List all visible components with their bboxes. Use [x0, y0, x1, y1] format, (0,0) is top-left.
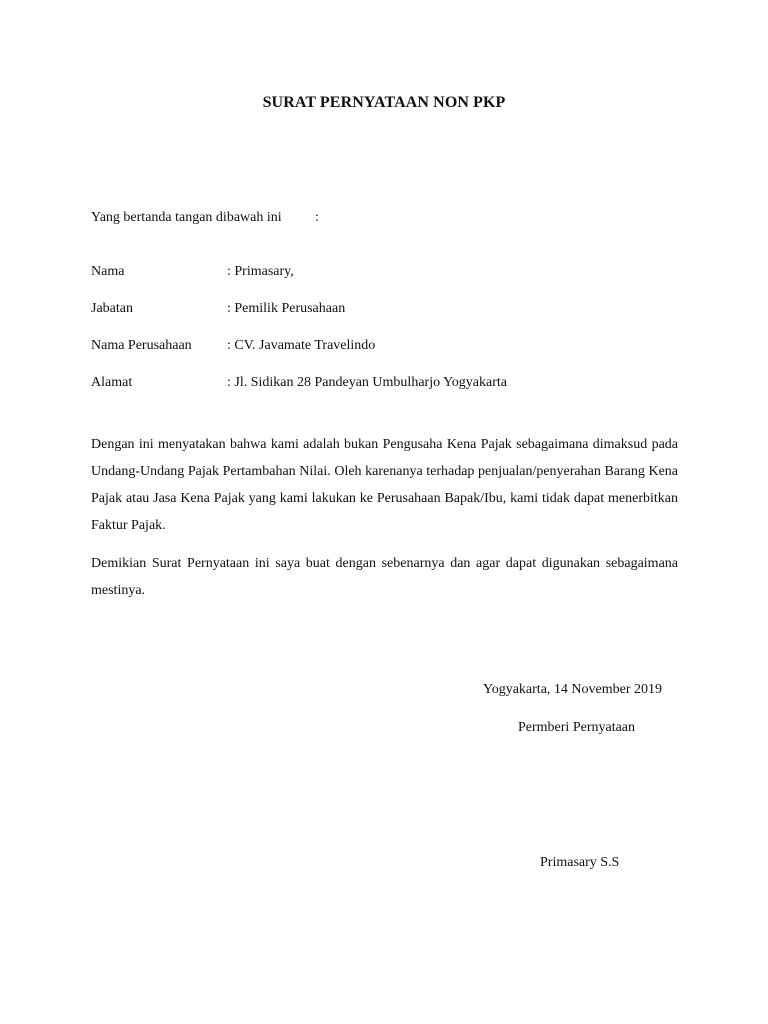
field-label: Alamat — [91, 375, 133, 390]
field-row-alamat — [91, 375, 691, 395]
intro-text: Yang bertanda tangan dibawah ini — [91, 210, 282, 225]
field-label: Jabatan — [91, 301, 133, 316]
field-label: Nama — [91, 264, 125, 279]
closing-paragraph: Demikian Surat Pernyataan ini saya buat dengan sebenarnya dan agar dapat digunakan sebagaimana mestinya. — [91, 556, 678, 598]
field-row-nama — [91, 264, 691, 284]
field-row-nama-perusahaan — [91, 338, 691, 358]
signatory-name: Primasary S.S — [540, 855, 620, 870]
document-title: SURAT PERNYATAAN NON PKP — [262, 94, 506, 111]
statement-paragraph: Dengan ini menyatakan bahwa kami adalah bukan Pengusaha Kena Pajak sebagaimana dimaksud pada Undang-Undang Pajak Pertambahan Nilai. Oleh karenanya terhadap penjualan/penyerahan Barang Kena Pajak atau Jasa Kena Pajak yang kami lakukan ke Perusahaan Bapak/Ibu, kami tidak dapat menerbitkan Faktur Pajak. — [91, 437, 678, 533]
intro-colon: : — [315, 210, 319, 225]
field-value: : Jl. Sidikan 28 Pandeyan Umbulharjo Yogyakarta — [227, 375, 507, 390]
field-row-jabatan — [91, 301, 691, 321]
field-value: : Pemilik Perusahaan — [227, 301, 346, 316]
signatory-role: Permberi Pernyataan — [518, 720, 636, 735]
field-value: : CV. Javamate Travelindo — [227, 338, 376, 353]
place-date: Yogyakarta, 14 November 2019 — [483, 682, 662, 697]
field-value: : Primasary, — [227, 264, 294, 279]
field-label: Nama Perusahaan — [91, 338, 192, 353]
